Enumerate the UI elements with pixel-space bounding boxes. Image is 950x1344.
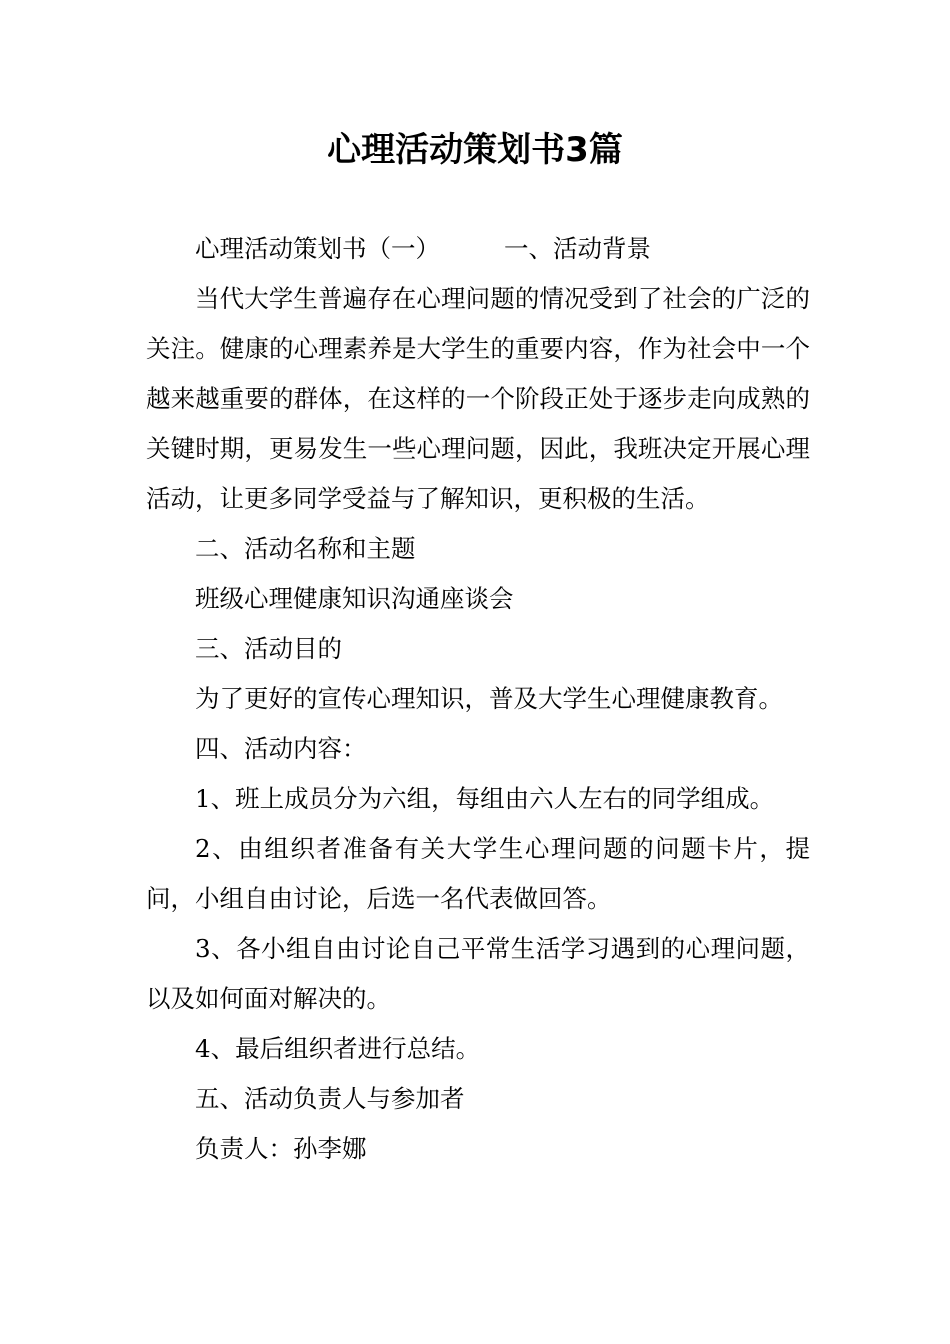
heading-background: 一、活动背景 <box>504 234 651 263</box>
list-item-1: 1、班上成员分为六组，每组由六人左右的同学组成。 <box>195 784 775 813</box>
paragraph-purpose: 为了更好的宣传心理知识，普及大学生心理健康教育。 <box>195 684 783 713</box>
subtitle-one: 心理活动策划书（一） <box>195 234 440 263</box>
heading-purpose: 三、活动目的 <box>195 634 342 663</box>
heading-name-theme: 二、活动名称和主题 <box>195 534 416 563</box>
list-item-4: 4、最后组织者进行总结。 <box>195 1034 481 1063</box>
heading-content: 四、活动内容： <box>195 734 367 763</box>
heading-people: 五、活动负责人与参加者 <box>195 1084 465 1113</box>
paragraph-leader: 负责人：孙李娜 <box>195 1134 367 1163</box>
document-title: 心理活动策划书3篇 <box>327 130 623 170</box>
list-item-3: 3、各小组自由讨论自己平常生活学习遇到的心理问题，以及如何面对解决的。 <box>146 934 810 1013</box>
intro-line <box>146 224 810 274</box>
document-body <box>146 224 810 1174</box>
paragraph-activity-name: 班级心理健康知识沟通座谈会 <box>195 584 514 613</box>
list-item-2: 2、由组织者准备有关大学生心理问题的问题卡片，提问，小组自由讨论，后选一名代表做回答。 <box>146 834 810 913</box>
paragraph-background: 当代大学生普遍存在心理问题的情况受到了社会的广泛的关注。健康的心理素养是大学生的重要内容，作为社会中一个越来越重要的群体，在这样的一个阶段正处于逐步走向成熟的关键时期，更易发生一些心理问题，因此，我班决定开展心理活动，让更多同学受益与了解知识，更积极的生活。 <box>146 284 810 513</box>
